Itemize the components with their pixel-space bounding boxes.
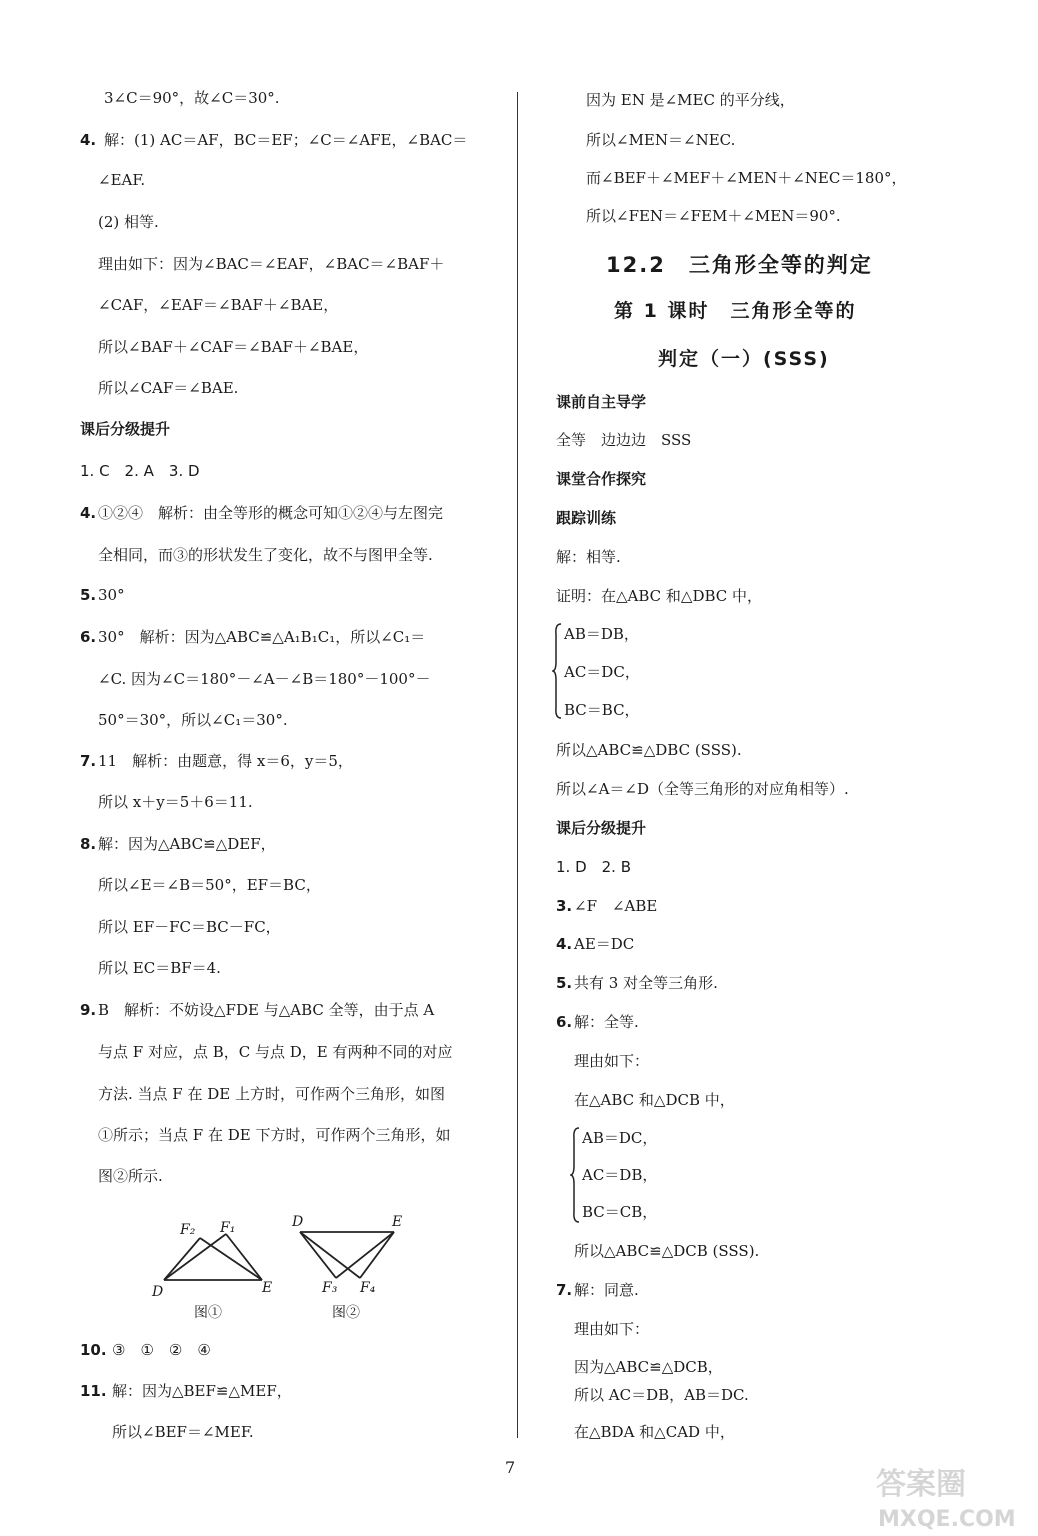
svg-text:MXQE.COM: MXQE.COM [878,1507,1016,1532]
watermark-logo [870,1460,1030,1532]
text-line: ∠F ∠ABE [574,897,658,915]
question-number: 10. [80,1341,107,1359]
text-line: 解：因为△BEF≌△MEF， [112,1382,292,1400]
text-line: 理由如下： [574,1320,650,1338]
question-number: 4. [80,504,97,522]
text-line: 所以△ABC≌△DBC (SSS). [556,741,742,759]
text-line: 所以 x＋y＝5＋6＝11. [98,793,253,811]
text-line: BC＝BC， [564,701,640,719]
section-title: 12.2 三角形全等的判定 [606,253,873,277]
text-line: 证明：在△ABC 和△DBC 中， [556,587,763,605]
section-heading: 课后分级提升 [556,819,647,837]
question-number: 7. [80,752,97,770]
question-number: 6. [556,1013,573,1031]
text-line: ①所示；当点 F 在 DE 下方时，可作两个三角形，如 [98,1126,451,1144]
figure-caption: 图② [332,1305,360,1321]
column-divider [517,92,518,1438]
answer-line: 1. D 2. B [556,858,632,876]
text-line: ③ ① ② ④ [112,1341,211,1359]
figure-label: E [392,1214,403,1230]
question-number: 5. [80,586,97,604]
question-number: 4. [80,131,97,149]
text-line: 所以 EC＝BF＝4. [98,959,221,977]
section-heading: 跟踪训练 [556,509,617,527]
text-line: 30° 解析：因为△ABC≌△A₁B₁C₁，所以∠C₁＝ [98,628,426,646]
text-line: B 解析：不妨设△FDE 与△ABC 全等，由于点 A [98,1001,435,1019]
text-line: 理由如下：因为∠BAC＝∠EAF，∠BAC＝∠BAF＋ [98,255,445,273]
brace-icon [552,622,562,720]
text-line: 所以∠BAF＋∠CAF＝∠BAF＋∠BAE， [98,338,369,356]
question-number: 3. [556,897,573,915]
lesson-title-cont: 判定（一）(SSS) [658,348,830,370]
text-line: 50°＝30°，所以∠C₁＝30°. [98,711,288,729]
text-line: AC＝DC， [564,663,640,681]
text-line: ∠CAF，∠EAF＝∠BAF＋∠BAE， [98,296,339,314]
figure-caption: 图① [194,1305,222,1321]
figure-1-triangles [150,1218,280,1293]
text-line: 解：相等. [556,548,621,566]
text-line: 全等 边边边 SSS [556,431,692,449]
text-line: AC＝DB， [582,1166,658,1184]
question-number: 6. [80,628,97,646]
section-heading: 课堂合作探究 [556,470,647,488]
text-line: 与点 F 对应，点 B，C 与点 D，E 有两种不同的对应 [98,1043,453,1061]
text-line: 所以△ABC≌△DCB (SSS). [574,1242,760,1260]
text-line: ①②④ 解析：由全等形的概念可知①②④与左图完 [98,504,444,522]
answer-line: 1. C 2. A 3. D [80,462,200,480]
text-line: ∠C. 因为∠C＝180°－∠A－∠B＝180°－100°－ [98,670,431,688]
figure-label: F₂ [180,1222,196,1238]
figure-label: D [292,1214,304,1230]
text-line: 解：因为△ABC≌△DEF， [98,835,276,853]
section-heading: 课前自主导学 [556,393,647,411]
text-line: 所以∠MEN＝∠NEC. [586,131,736,149]
section-heading: 课后分级提升 [80,420,171,438]
text-line: 理由如下： [574,1052,650,1070]
svg-text:答案圈: 答案圈 [876,1467,966,1502]
text-line: 在△BDA 和△CAD 中， [574,1423,735,1441]
text-line: AB＝DB， [564,625,639,643]
text-line: 而∠BEF＋∠MEF＋∠MEN＋∠NEC＝180°， [586,169,907,187]
question-number: 8. [80,835,97,853]
page-number: 7 [505,1458,516,1477]
text-line: ∠EAF. [98,171,146,189]
text-line: 所以∠FEN＝∠FEM＋∠MEN＝90°. [586,207,841,225]
question-number: 9. [80,1001,97,1019]
question-number: 11. [80,1382,107,1400]
text-line: 所以∠A＝∠D（全等三角形的对应角相等）. [556,780,849,798]
question-number: 5. [556,974,573,992]
text-line: 全相同，而③的形状发生了变化，故不与图甲全等. [98,546,433,564]
text-line: 30° [98,586,125,604]
text-line: 11 解析：由题意，得 x＝6，y＝5， [98,752,353,770]
lesson-title: 第 1 课时 三角形全等的 [614,300,857,322]
text-line: 解：全等. [574,1013,639,1031]
text-line: 解：同意. [574,1281,639,1299]
text-line: 3∠C＝90°，故∠C＝30°. [104,89,280,107]
question-number: 4. [556,935,573,953]
text-line: 在△ABC 和△DCB 中， [574,1091,735,1109]
text-line: AB＝DC， [582,1129,658,1147]
brace-icon [570,1126,580,1224]
text-line: 共有 3 对全等三角形. [574,974,718,992]
text-line: 方法. 当点 F 在 DE 上方时，可作两个三角形，如图 [98,1085,445,1103]
figure-label: F₁ [220,1220,236,1236]
text-line: AE＝DC [574,935,635,953]
text-line: 所以 EF－FC＝BC－FC， [98,918,281,936]
text-line: 所以∠BEF＝∠MEF. [112,1423,254,1441]
figure-label: F₃ [322,1280,338,1296]
text-line: 所以∠E＝∠B＝50°，EF＝BC， [98,876,321,894]
text-line: 所以 AC＝DB，AB＝DC. [574,1386,749,1404]
text-line: 因为 EN 是∠MEC 的平分线， [586,91,795,109]
text-line: (2) 相等. [98,213,159,231]
figure-label: E [262,1280,273,1296]
text-line: BC＝CB， [582,1203,658,1221]
question-number: 7. [556,1281,573,1299]
text-line: 解：(1) AC＝AF，BC＝EF；∠C＝∠AFE，∠BAC＝ [104,131,468,149]
text-line: 所以∠CAF＝∠BAE. [98,379,239,397]
figure-label: D [152,1284,164,1300]
text-line: 图②所示. [98,1167,163,1185]
figure-label: F₄ [360,1280,376,1296]
figure-2-triangles [290,1220,410,1295]
text-line: 因为△ABC≌△DCB， [574,1358,723,1376]
